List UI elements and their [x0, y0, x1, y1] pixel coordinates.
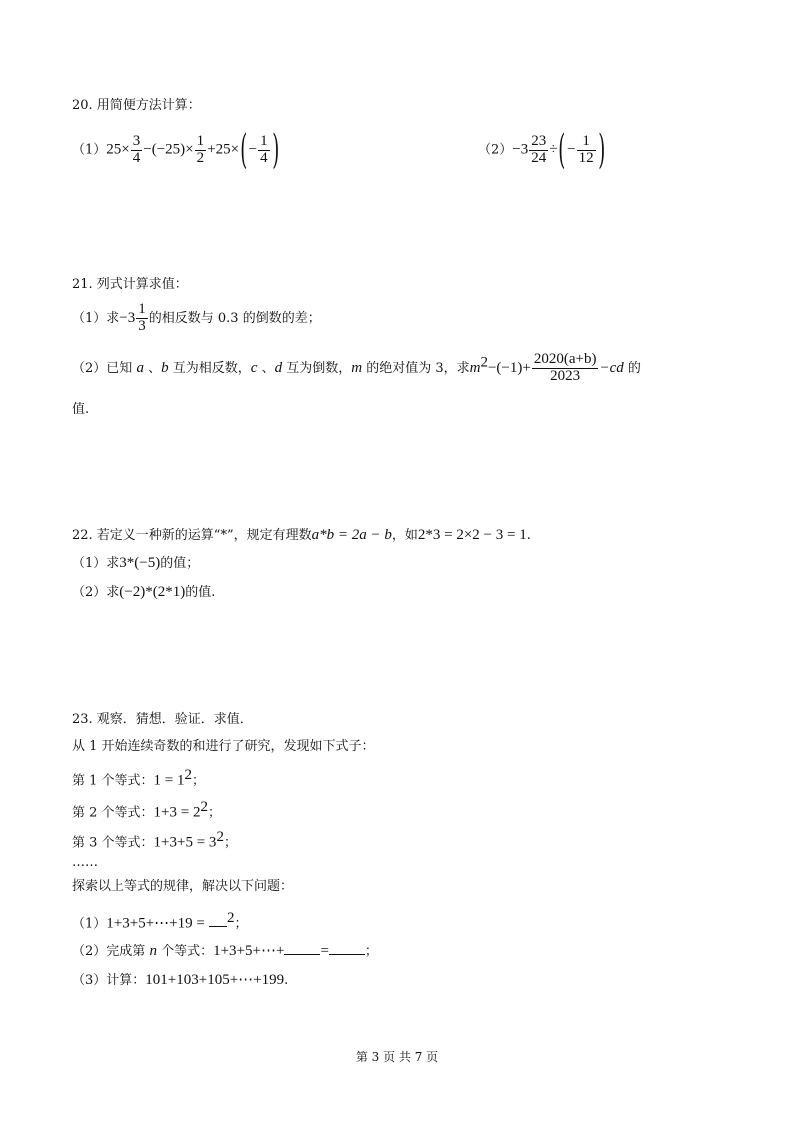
q22-p1-post: 的值；	[160, 556, 200, 571]
paren-right: )	[271, 127, 279, 173]
q23-p1-end: ；	[234, 916, 248, 932]
frac-denominator: 2	[196, 149, 205, 166]
q22-part2	[72, 585, 215, 600]
q22-p2-pre: 求	[106, 585, 120, 600]
q23-explore: 探索以上等式的规律，解决以下问题：	[72, 879, 294, 894]
minus-sign: −	[567, 141, 576, 158]
q21-p2-text: 已知	[106, 360, 133, 376]
exponent: 2	[184, 767, 193, 783]
q21-p2-label: （2）	[72, 360, 107, 376]
expr-middle: −(−1)+	[487, 359, 531, 376]
eq-label: 第 3 个等式：	[72, 835, 154, 851]
frac-numerator: 1	[577, 134, 596, 151]
q22-p1-expr: 3*(−5)	[119, 555, 161, 571]
var-c: c	[250, 359, 258, 376]
paren-left: (	[240, 127, 248, 173]
q20-p1-b: −(−25)×	[143, 141, 194, 158]
q23-p1-expr: 1+3+5+⋯+19 =	[106, 915, 205, 932]
q20-part1	[72, 127, 280, 173]
frac-numerator: 23	[531, 132, 547, 149]
var-d: d	[274, 359, 283, 376]
q20-p1-frac-b	[195, 134, 207, 167]
answer-blank-term[interactable]	[284, 942, 320, 955]
q22-title-text: ，如	[391, 528, 418, 543]
q22-title-end: .	[526, 528, 531, 543]
q23-p3-pre: 计算：	[106, 973, 146, 988]
q23-part1	[72, 911, 248, 931]
expr-end: −cd	[599, 359, 624, 376]
expr-m: m	[469, 359, 481, 376]
frac-denominator: 4	[260, 149, 268, 166]
q20-p2-b: ÷	[549, 141, 558, 158]
answer-blank[interactable]	[209, 914, 227, 927]
q22-p1-label: （1）	[72, 556, 107, 571]
q22-title-text: 22. 若定义一种新的运算“*”，规定有理数	[72, 528, 312, 543]
frac-denominator: 24	[531, 149, 547, 166]
q20-p1-frac-a	[131, 134, 143, 167]
eq-label: 第 1 个等式：	[72, 773, 154, 789]
frac-numerator: 3	[132, 132, 141, 149]
var-b: b	[161, 359, 169, 376]
exponent: 2	[200, 799, 208, 815]
exponent: 2	[480, 354, 488, 371]
q21-part1	[72, 302, 321, 335]
var-a: a	[136, 359, 144, 376]
frac-denominator: 2023	[550, 367, 581, 384]
eq-expr: 1 = 1	[153, 772, 185, 789]
q23-p2-mid: 个等式：	[161, 944, 214, 959]
answer-blank-sum[interactable]	[329, 942, 365, 955]
frac-numerator: 2020(a+b)	[533, 351, 597, 367]
q21-p1-post: 的相反数与 0.3 的倒数的差；	[148, 310, 321, 326]
exponent: 2	[226, 910, 235, 926]
paren-right: )	[597, 127, 605, 173]
q23-p3-expr: 101+103+105+⋯+199	[145, 972, 285, 988]
eq-end: ；	[223, 835, 237, 851]
q22-rule: a*b = 2a − b	[311, 527, 392, 543]
q23-title: 23. 观察．猜想．验证．求值．	[72, 712, 253, 727]
eq-end: ；	[192, 773, 206, 789]
q21-part2	[72, 352, 641, 385]
paren-left: (	[558, 127, 566, 173]
q23-dots: ……	[72, 855, 98, 870]
q20-p2-frac-b	[577, 134, 596, 167]
q20-p1-label: （1）	[72, 142, 107, 158]
equals-sign: =	[320, 943, 329, 959]
q23-intro: 从 1 开始连续奇数的和进行了研究，发现如下式子：	[72, 739, 375, 754]
exponent: 2	[216, 829, 224, 845]
q21-p2-text: 互为相反数，	[172, 360, 251, 376]
q23-p3-end: .	[284, 973, 289, 988]
q22-example: 2*3 = 2×2 − 3 = 1	[417, 527, 527, 543]
q21-p2-text: 、	[261, 360, 275, 376]
q23-p2-end: ；	[364, 944, 378, 959]
q20-p2-a: −3	[512, 141, 529, 158]
q20-p1-c: +25×	[207, 141, 240, 158]
q23-eq3	[72, 830, 237, 850]
q23-p2-expr: 1+3+5+⋯+	[213, 943, 285, 959]
q22-p1-pre: 求	[106, 556, 120, 571]
q23-eq2	[72, 800, 221, 820]
q21-part2-cont: 值.	[72, 402, 90, 417]
q21-p2-text: 的	[627, 360, 641, 376]
q21-p2-text: 、	[148, 360, 162, 376]
q21-p2-frac	[532, 352, 599, 385]
frac-numerator: 1	[196, 132, 205, 149]
q23-part3	[72, 973, 288, 988]
var-n: n	[149, 943, 157, 959]
frac-denominator: 12	[578, 149, 594, 166]
frac-denominator: 4	[132, 149, 141, 166]
q23-eq1	[72, 768, 205, 788]
q21-p1-frac	[136, 302, 148, 335]
eq-label: 第 2 个等式：	[72, 805, 154, 821]
eq-expr: 1+3 = 2	[153, 804, 201, 821]
eq-expr: 1+3+5 = 3	[153, 834, 217, 851]
q22-title	[72, 528, 531, 543]
q20-p1-frac-c	[258, 134, 270, 167]
q20-part2	[478, 127, 606, 173]
q20-p2-label: （2）	[478, 142, 513, 158]
frac-numerator: 1	[138, 301, 146, 317]
q23-p2-label: （2）	[72, 944, 107, 959]
q23-p1-label: （1）	[72, 916, 107, 932]
page-footer: 第 3 页 共 7 页	[355, 1050, 439, 1064]
q23-p2-pre: 完成第	[106, 944, 146, 959]
q22-p2-expr: (−2)*(2*1)	[119, 584, 186, 600]
q23-part2	[72, 942, 378, 959]
q20-p1-a: 25×	[106, 141, 130, 158]
frac-numerator: 1	[260, 132, 268, 149]
q21-p1-pre: 求	[106, 310, 120, 326]
q22-part1	[72, 556, 199, 571]
q21-p2-text: 的绝对值为 3，求	[366, 360, 470, 376]
q22-p2-post: 的值.	[185, 585, 216, 600]
eq-end: ；	[207, 805, 221, 821]
q21-p1-label: （1）	[72, 310, 107, 326]
frac-denominator: 3	[138, 317, 146, 334]
q22-p2-label: （2）	[72, 585, 107, 600]
q20-p2-frac-a	[529, 134, 548, 167]
minus-sign: −	[248, 141, 258, 158]
q21-p2-text: 互为倒数，	[286, 360, 352, 376]
var-m: m	[351, 359, 363, 376]
q20-title: 20. 用简便方法计算：	[72, 98, 201, 113]
q23-p3-label: （3）	[72, 973, 107, 988]
q21-title: 21. 列式计算求值：	[72, 277, 188, 292]
q21-p1-m: −3	[119, 309, 136, 326]
